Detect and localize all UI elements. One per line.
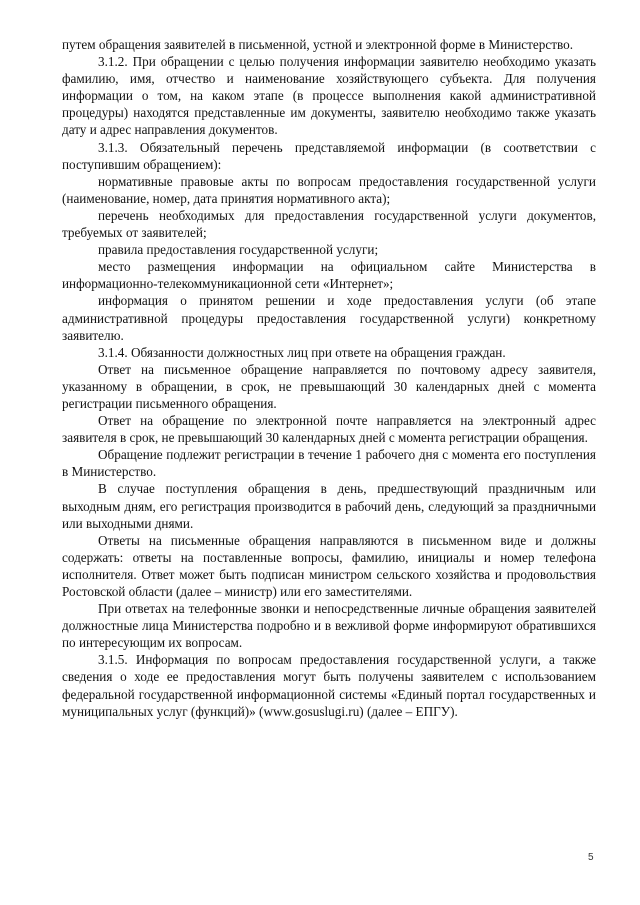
list-item-website: место размещения информации на официальном сайте Министерства в информационно-телекоммуникационной сети «Интернет»; bbox=[62, 259, 596, 292]
paragraph-3-1-4: 3.1.4. Обязанности должностных лиц при ответе на обращения граждан. bbox=[98, 344, 506, 360]
page-number: 5 bbox=[588, 852, 594, 863]
paragraph-email-reply: Ответ на обращение по электронной почте направляется на электронный адрес заявителя в срок, не превышающий 30 календарных дней с момента регистрации обращения. bbox=[62, 413, 596, 446]
paragraph-written-reply: Ответ на письменное обращение направляется по почтовому адресу заявителя, указанному в обращении, в срок, не превышающий 30 календарных дней с момента регистрации письменного обращения. bbox=[62, 361, 596, 411]
document-body bbox=[62, 36, 596, 720]
paragraph-continuation: путем обращения заявителей в письменной, устной и электронной форме в Министерство. bbox=[62, 37, 574, 52]
paragraph-holiday-registration: В случае поступления обращения в день, предшествующий праздничным или выходным дням, его регистрация производится в рабочий день, следующий за праздничными или выходными днями. bbox=[62, 481, 596, 531]
paragraph-3-1-3: 3.1.3. Обязательный перечень представляемой информации (в соответствии с поступившим обращением): bbox=[62, 139, 596, 172]
list-item-documents: перечень необходимых для предоставления государственной услуги документов, требуемых от заявителей; bbox=[62, 207, 596, 241]
list-item-rules: правила предоставления государственной услуги; bbox=[98, 242, 379, 258]
list-item-decision-info: информация о принятом решении и ходе предоставления услуги (об этапе административной процедуры предоставления государственной услуги) конкретному заявителю. bbox=[62, 293, 596, 343]
paragraph-registration: Обращение подлежит регистрации в течение 1 рабочего дня с момента его поступления в Министерство. bbox=[62, 447, 596, 480]
paragraph-reply-content: Ответы на письменные обращения направляются в письменном виде и должны содержать: ответы на поставленные вопросы, фамилию, инициалы и номер телефона исполнителя. Ответ может быть подписан министром сельского хозяйства и продовольствия Ростовской области (далее – министр) или его заместителями. bbox=[62, 532, 596, 599]
paragraph-phone-reply: При ответах на телефонные звонки и непосредственные личные обращения заявителей должностные лица Министерства подробно и в вежливой форме информируют обратившихся по интересующим их вопросам. bbox=[62, 601, 596, 651]
paragraph-3-1-2: 3.1.2. При обращении с целью получения информации заявителю необходимо указать фамилию, имя, отчество и наименование хозяйствующего субъекта. Для получения информации о том, на каком этапе (в процессе выполнения какой административной процедуры) находятся представленные им документы, заявителю необходимо также указать дату и адрес направления документов. bbox=[62, 54, 596, 138]
paragraph-3-1-5: 3.1.5. Информация по вопросам предоставления государственной услуги, а также сведения о ходе ее предоставления могут быть получены заявителем с использованием федеральной государственной информационной системы «Единый портал государственных и муниципальных услуг (функций)» (www.gosuslugi.ru) (далее – ЕПГУ). bbox=[62, 652, 596, 719]
list-item-normative-acts: нормативные правовые акты по вопросам предоставления государственной услуги (наименование, номер, дата принятия нормативного акта); bbox=[62, 173, 596, 206]
